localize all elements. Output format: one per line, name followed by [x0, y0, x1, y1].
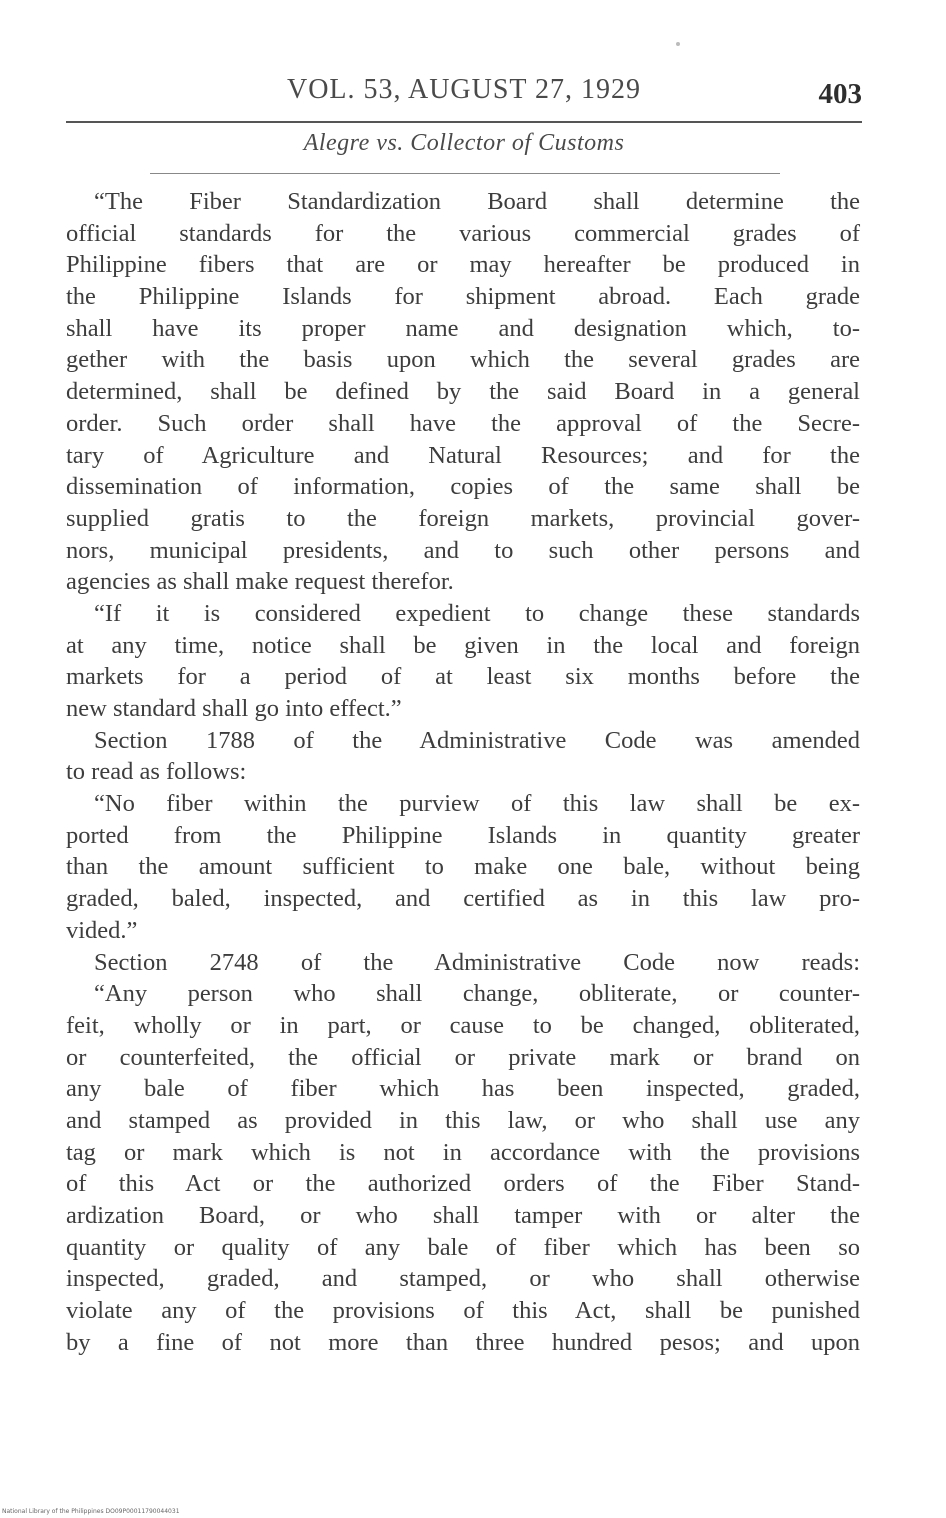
text-line: inspected, graded, and stamped, or who shall otherwise [66, 1265, 860, 1293]
scan-footer-note: National Library of the Philippines DO09P00011790044031 [2, 1508, 180, 1515]
text-line: markets for a period of at least six months before the [66, 663, 860, 691]
case-title: Alegre vs. Collector of Customs [303, 130, 625, 156]
text-line: feit, wholly or in part, or cause to be changed, obliterated, [66, 1011, 860, 1039]
title-rule [150, 173, 780, 174]
text-line: violate any of the provisions of this Act, shall be punished [66, 1297, 860, 1325]
text-line: Section 2748 of the Administrative Code now reads: [94, 948, 860, 976]
text-line: supplied gratis to the foreign markets, provincial gover- [66, 504, 860, 532]
running-head [66, 74, 862, 114]
text-line: any bale of fiber which has been inspected, graded, [66, 1075, 860, 1103]
text-line: “If it is considered expedient to change these standards [94, 599, 860, 627]
text-line: ported from the Philippine Islands in quantity greater [66, 821, 860, 849]
text-line: vided.” [66, 916, 138, 944]
volume-date: VOL. 53, AUGUST 27, 1929 [286, 74, 642, 105]
text-line: “The Fiber Standardization Board shall determine the [94, 188, 860, 215]
text-line: graded, baled, inspected, and certified as in this law pro- [66, 885, 860, 913]
text-line: or counterfeited, the official or private mark or brand on [66, 1043, 860, 1071]
text-line: ardization Board, or who shall tamper with or alter the [66, 1202, 860, 1229]
text-line: Section 1788 of the Administrative Code was amended [94, 726, 860, 754]
text-line: nors, municipal presidents, and to such other persons and [66, 536, 860, 564]
text-line: to read as follows: [66, 758, 247, 786]
text-line: tary of Agriculture and Natural Resources; and for the [66, 441, 860, 469]
text-line: tag or mark which is not in accordance with the provisions [66, 1138, 860, 1166]
text-line: Philippine fibers that are or may hereafter be produced in [66, 251, 860, 279]
text-line: determined, shall be defined by the said Board in a general [66, 378, 860, 406]
body-text [66, 186, 860, 1358]
scan-speck [676, 42, 680, 46]
page-number: 403 [818, 78, 862, 110]
text-line: and stamped as provided in this law, or who shall use any [66, 1106, 860, 1134]
text-line: dissemination of information, copies of the same shall be [66, 473, 860, 501]
text-line: quantity or quality of any bale of fiber which has been so [66, 1233, 860, 1261]
text-line: “No fiber within the purview of this law shall be ex- [94, 790, 860, 818]
text-line: by a fine of not more than three hundred pesos; and upon [66, 1328, 860, 1356]
text-line: the Philippine Islands for shipment abroad. Each grade [66, 283, 860, 311]
text-line: of this Act or the authorized orders of the Fiber Stand- [66, 1170, 860, 1198]
text-line: at any time, notice shall be given in the local and foreign [66, 631, 860, 659]
text-line: gether with the basis upon which the several grades are [66, 346, 860, 374]
text-line: “Any person who shall change, obliterate, or counter- [94, 980, 860, 1008]
text-line: than the amount sufficient to make one bale, without being [66, 853, 860, 881]
text-line: order. Such order shall have the approval of the Secre- [66, 409, 860, 437]
text-line: shall have its proper name and designation which, to- [66, 314, 860, 342]
text-line: new standard shall go into effect.” [66, 695, 402, 722]
header-rule [66, 121, 862, 123]
text-line: official standards for the various commercial grades of [66, 219, 860, 247]
text-line: agencies as shall make request therefor. [66, 568, 454, 596]
